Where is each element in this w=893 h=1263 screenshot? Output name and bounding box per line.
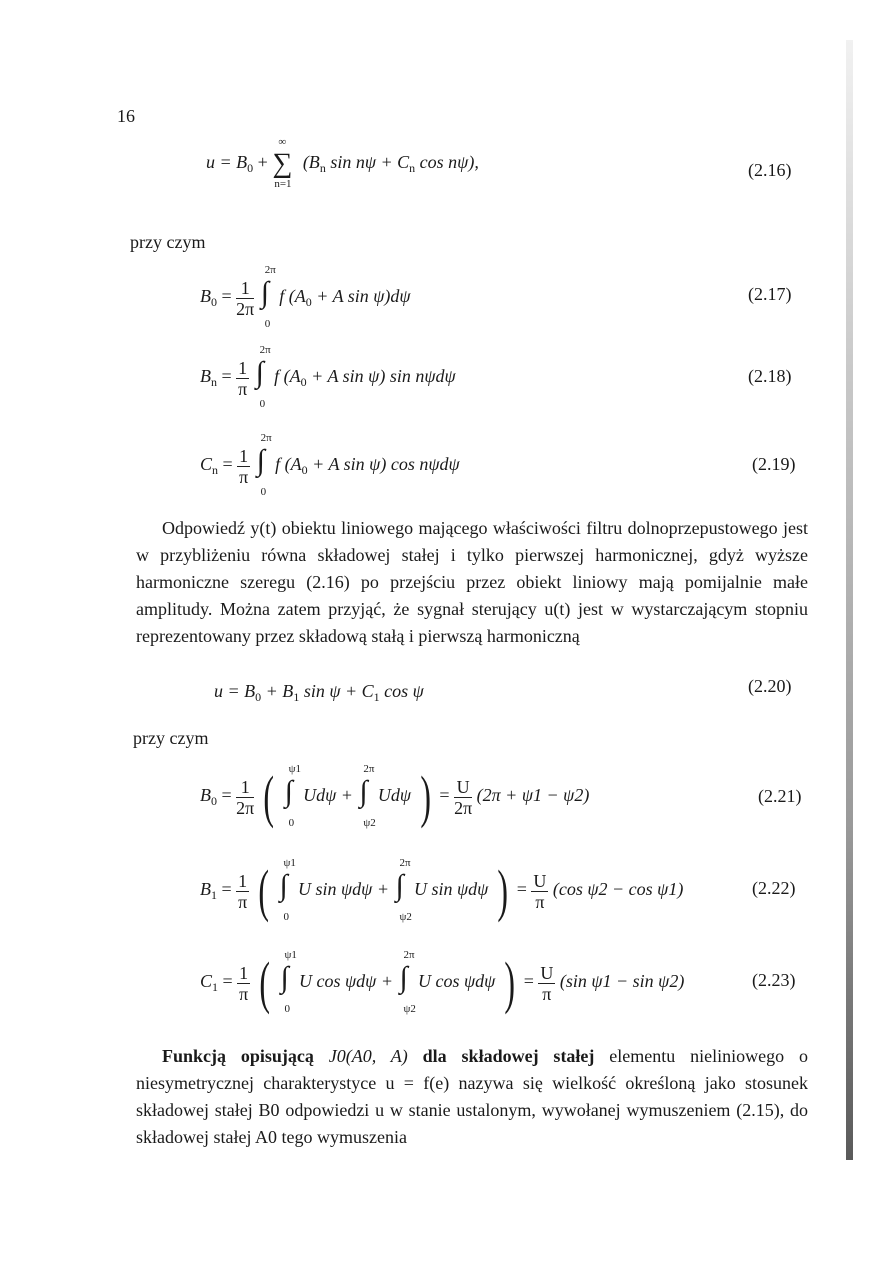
equation-2-23: $C_1$ = $\frac{1}{\pi}$ ( ψ1 ∫ 0 U cos ψdψ + 2π ∫ ψ2 U cos ψdψ ) = $\frac{U}{\pi}$ (sin ψ1 − sin ψ2) (200, 949, 685, 1015)
equation-number-2-22: (2.22) (752, 878, 796, 898)
integral-sign: 2π ∫ 0 (255, 344, 271, 410)
paragraph-odpowiedz: Odpowiedź y(t) obiektu liniowego mającego właściwości filtru dolnoprzepustowego jest w przybliżeniu równa składowej stałej i tylko pierwszej harmonicznej, gdyż wyższe harmoniczne szeregu (2.16) po przejściu przez obiekt liniowy mają pomijalnie małe amplitudy. Można zatem przyjąć, że sygnał sterujący u(t) jest w wystarczającym stopniu reprezentowany przez składową stałą i pierwszą harmoniczną (136, 518, 808, 646)
equation-2-22: $B_1$ = $\frac{1}{\pi}$ ( ψ1 ∫ 0 U sin ψdψ + 2π ∫ ψ2 U sin ψdψ ) = $\frac{U}{\pi}$ (cos ψ2 − cos ψ1) (200, 857, 684, 923)
equation-2-17: $B_0$ = $\frac{1}{2\pi}$ 2π ∫ 0 f ($A_0 + A$ sin ψ)dψ (200, 264, 411, 330)
equation-number-2-21: (2.21) (758, 786, 802, 806)
equation-2-16: $u = B_0$ + ∞ ∑ n=1 ($B_n$ $\sin n\psi + C_n$ cos nψ), (206, 136, 479, 190)
equation-number-2-23: (2.23) (752, 970, 796, 990)
equation-2-18: $B_n$ = $\frac{1}{\pi}$ 2π ∫ 0 f ($A_0 + A$ sin ψ) sin nψdψ (200, 344, 456, 410)
integral-sign: 2π ∫ ψ2 (399, 949, 416, 1015)
equation-2-19: $C_n$ = $\frac{1}{\pi}$ 2π ∫ 0 f ($A_0 + A$ sin ψ) cos nψdψ (200, 432, 460, 498)
page-number: 16 (117, 106, 135, 126)
integral-sign: ψ1 ∫ 0 (280, 949, 297, 1015)
integral-sign: 2π ∫ ψ2 (395, 857, 412, 923)
equation-number-2-16: (2.16) (748, 160, 792, 180)
paragraph-funkcja-opisujaca: Funkcją opisującą J0(A0, A) dla składowej stałej elementu nieliniowego o niesymetrycznej charakterystyce u = f(e) nazywa się wielkość określoną jako stosunek składowej stałej B0 odpowiedzi u w stanie ustalonym, wywołanej wymuszeniem (2.15), do składowej stałej A0 tego wymuszenia (136, 1046, 808, 1147)
equation-2-20: $u = B_0 + B_1$ $\sin \psi + C_1$ cos ψ (214, 681, 424, 704)
equation-number-2-20: (2.20) (748, 676, 792, 696)
przy-czym-label: przy czym (130, 232, 206, 252)
integral-sign: 2π ∫ 0 (260, 264, 276, 330)
equation-2-21: $B_0$ = $\frac{1}{2\pi}$ ( ψ1 ∫ 0 Udψ + 2π ∫ ψ2 Udψ ) = $\frac{U}{2\pi}$ (2π + ψ1 − ψ2) (200, 763, 590, 829)
scan-edge-shadow (846, 40, 853, 1160)
integral-sign: 2π ∫ 0 (256, 432, 272, 498)
przy-czym-label-2: przy czym (133, 728, 209, 748)
equation-number-2-18: (2.18) (748, 366, 792, 386)
equation-number-2-17: (2.17) (748, 284, 792, 304)
integral-sign: ψ1 ∫ 0 (284, 763, 301, 829)
integral-sign: ψ1 ∫ 0 (279, 857, 296, 923)
summation: ∞ ∑ n=1 (272, 136, 293, 190)
integral-sign: 2π ∫ ψ2 (359, 763, 376, 829)
equation-number-2-19: (2.19) (752, 454, 796, 474)
